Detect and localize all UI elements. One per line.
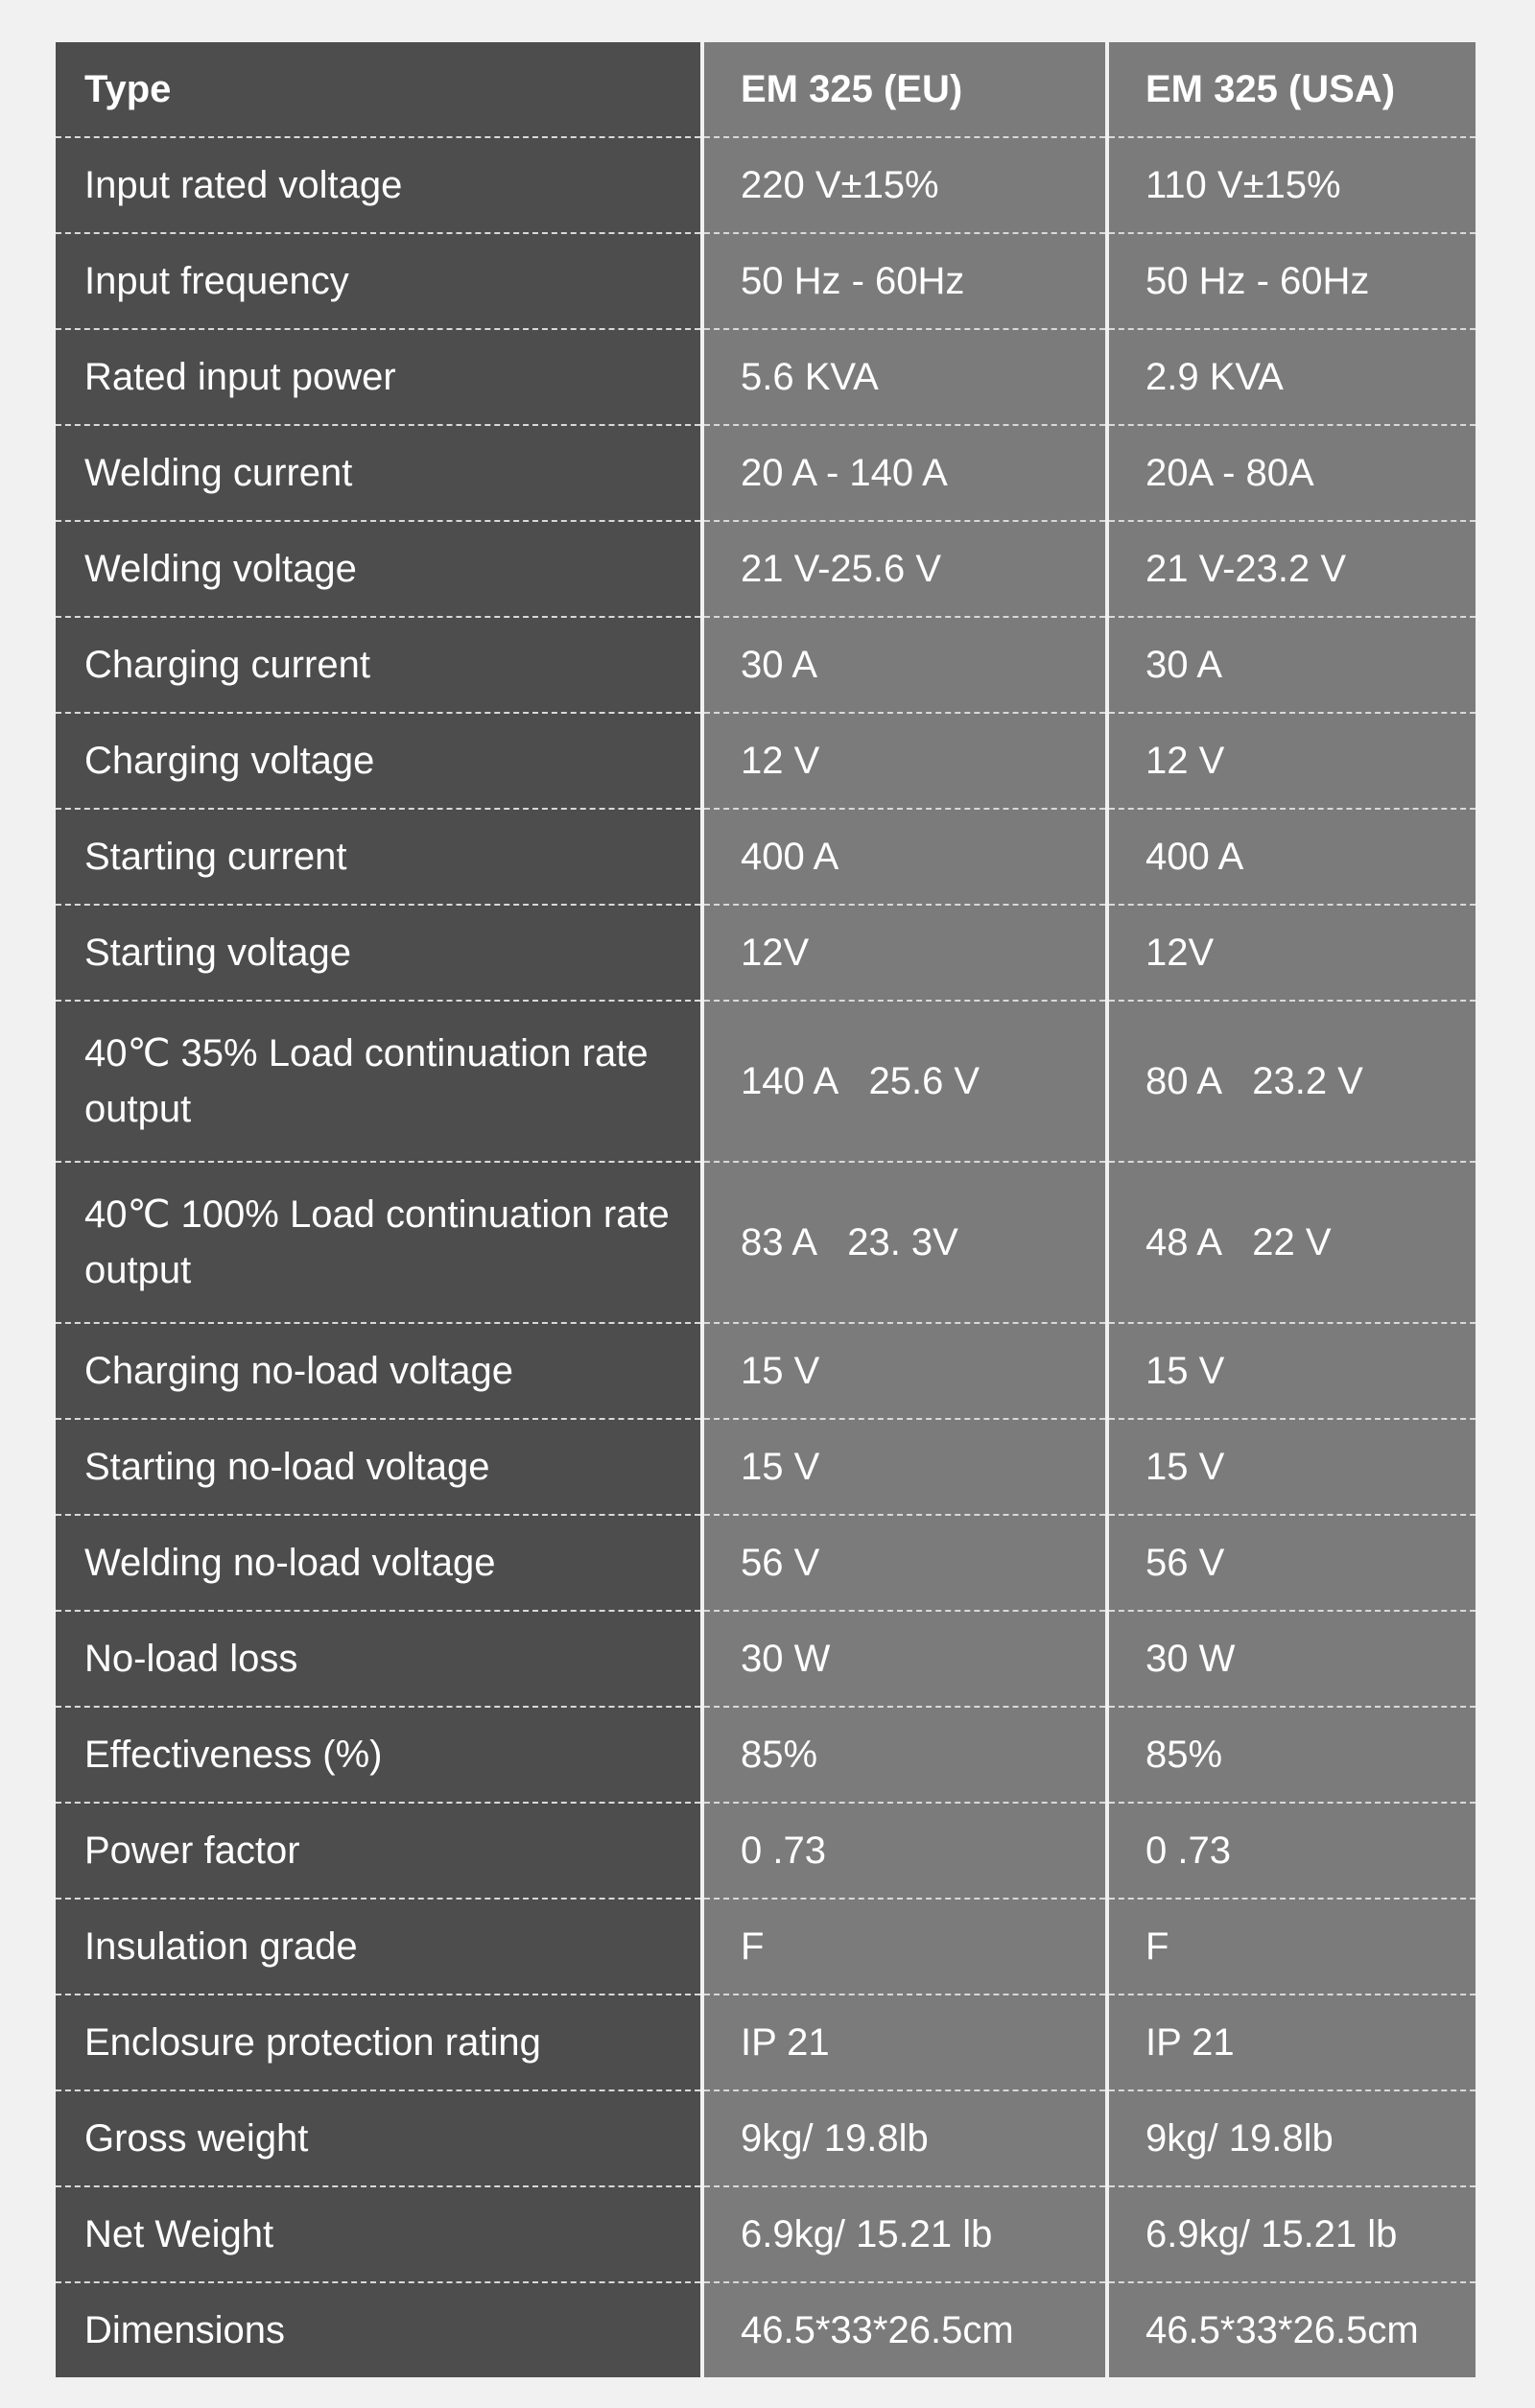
table-row bbox=[56, 521, 1476, 617]
spec-value-eu: 50 Hz - 60Hz bbox=[702, 233, 1107, 329]
table-row bbox=[56, 137, 1476, 233]
spec-value-usa: 9kg/ 19.8lb bbox=[1107, 2090, 1476, 2186]
spec-label: Welding voltage bbox=[56, 521, 702, 617]
spec-table bbox=[56, 42, 1476, 2377]
spec-value-usa: 20A - 80A bbox=[1107, 425, 1476, 521]
table-row bbox=[56, 329, 1476, 425]
table-row bbox=[56, 1899, 1476, 1995]
spec-value-usa: 2.9 KVA bbox=[1107, 329, 1476, 425]
spec-value-eu: 30 A bbox=[702, 617, 1107, 713]
spec-value-eu: 30 W bbox=[702, 1611, 1107, 1707]
spec-value-eu: IP 21 bbox=[702, 1995, 1107, 2090]
spec-value-usa: 15 V bbox=[1107, 1419, 1476, 1515]
spec-value-eu: 9kg/ 19.8lb bbox=[702, 2090, 1107, 2186]
header-usa: EM 325 (USA) bbox=[1107, 42, 1476, 137]
table-row bbox=[56, 1323, 1476, 1419]
spec-label: Charging no-load voltage bbox=[56, 1323, 702, 1419]
spec-label: Insulation grade bbox=[56, 1899, 702, 1995]
spec-value-eu: 0 .73 bbox=[702, 1803, 1107, 1899]
spec-value-usa: 15 V bbox=[1107, 1323, 1476, 1419]
spec-label: Starting no-load voltage bbox=[56, 1419, 702, 1515]
spec-label: Effectiveness (%) bbox=[56, 1707, 702, 1803]
spec-value-usa: IP 21 bbox=[1107, 1995, 1476, 2090]
spec-label: Input frequency bbox=[56, 233, 702, 329]
spec-value-usa: 110 V±15% bbox=[1107, 137, 1476, 233]
spec-label: Charging current bbox=[56, 617, 702, 713]
spec-value-eu: 15 V bbox=[702, 1323, 1107, 1419]
spec-value-usa: 30 A bbox=[1107, 617, 1476, 713]
spec-label: Starting voltage bbox=[56, 905, 702, 1001]
table-body bbox=[56, 137, 1476, 2377]
spec-value-usa: 46.5*33*26.5cm bbox=[1107, 2282, 1476, 2377]
spec-value-usa: 6.9kg/ 15.21 lb bbox=[1107, 2186, 1476, 2282]
table-row bbox=[56, 1611, 1476, 1707]
spec-label: Input rated voltage bbox=[56, 137, 702, 233]
spec-label: 40℃ 35% Load continuation rate output bbox=[56, 1001, 702, 1162]
table-header-row bbox=[56, 42, 1476, 137]
spec-value-usa: 50 Hz - 60Hz bbox=[1107, 233, 1476, 329]
table-row bbox=[56, 1995, 1476, 2090]
spec-value-usa: 56 V bbox=[1107, 1515, 1476, 1611]
spec-value-eu: 400 A bbox=[702, 809, 1107, 905]
spec-value-eu: 46.5*33*26.5cm bbox=[702, 2282, 1107, 2377]
spec-value-usa: F bbox=[1107, 1899, 1476, 1995]
spec-label: Power factor bbox=[56, 1803, 702, 1899]
spec-label: No-load loss bbox=[56, 1611, 702, 1707]
spec-value-eu: 140 A 25.6 V bbox=[702, 1001, 1107, 1162]
spec-value-eu: 83 A 23. 3V bbox=[702, 1162, 1107, 1323]
spec-label: Welding current bbox=[56, 425, 702, 521]
spec-value-eu: 5.6 KVA bbox=[702, 329, 1107, 425]
spec-value-eu: 56 V bbox=[702, 1515, 1107, 1611]
table-row bbox=[56, 1707, 1476, 1803]
header-type: Type bbox=[56, 42, 702, 137]
spec-value-eu: 21 V-25.6 V bbox=[702, 521, 1107, 617]
spec-label: Welding no-load voltage bbox=[56, 1515, 702, 1611]
spec-value-eu: 12V bbox=[702, 905, 1107, 1001]
spec-value-eu: 12 V bbox=[702, 713, 1107, 809]
spec-value-usa: 12 V bbox=[1107, 713, 1476, 809]
spec-value-usa: 12V bbox=[1107, 905, 1476, 1001]
table-row bbox=[56, 1419, 1476, 1515]
spec-label: Gross weight bbox=[56, 2090, 702, 2186]
spec-value-eu: 85% bbox=[702, 1707, 1107, 1803]
spec-value-usa: 0 .73 bbox=[1107, 1803, 1476, 1899]
table-row bbox=[56, 2282, 1476, 2377]
table-row bbox=[56, 713, 1476, 809]
spec-label: Enclosure protection rating bbox=[56, 1995, 702, 2090]
table-row bbox=[56, 1001, 1476, 1162]
table-row bbox=[56, 1162, 1476, 1323]
spec-value-usa: 48 A 22 V bbox=[1107, 1162, 1476, 1323]
spec-value-eu: 20 A - 140 A bbox=[702, 425, 1107, 521]
table-row bbox=[56, 233, 1476, 329]
spec-value-usa: 21 V-23.2 V bbox=[1107, 521, 1476, 617]
table-row bbox=[56, 1515, 1476, 1611]
spec-label: Starting current bbox=[56, 809, 702, 905]
spec-value-usa: 30 W bbox=[1107, 1611, 1476, 1707]
spec-value-eu: 15 V bbox=[702, 1419, 1107, 1515]
spec-value-usa: 400 A bbox=[1107, 809, 1476, 905]
table-row bbox=[56, 905, 1476, 1001]
spec-value-eu: 6.9kg/ 15.21 lb bbox=[702, 2186, 1107, 2282]
table-row bbox=[56, 1803, 1476, 1899]
spec-label: Rated input power bbox=[56, 329, 702, 425]
spec-value-eu: F bbox=[702, 1899, 1107, 1995]
header-eu: EM 325 (EU) bbox=[702, 42, 1107, 137]
spec-label: Dimensions bbox=[56, 2282, 702, 2377]
spec-label: 40℃ 100% Load continuation rate output bbox=[56, 1162, 702, 1323]
spec-label: Charging voltage bbox=[56, 713, 702, 809]
table-row bbox=[56, 425, 1476, 521]
spec-label: Net Weight bbox=[56, 2186, 702, 2282]
spec-value-eu: 220 V±15% bbox=[702, 137, 1107, 233]
table-row bbox=[56, 617, 1476, 713]
spec-value-usa: 85% bbox=[1107, 1707, 1476, 1803]
table-row bbox=[56, 2186, 1476, 2282]
spec-value-usa: 80 A 23.2 V bbox=[1107, 1001, 1476, 1162]
table-row bbox=[56, 809, 1476, 905]
table-row bbox=[56, 2090, 1476, 2186]
